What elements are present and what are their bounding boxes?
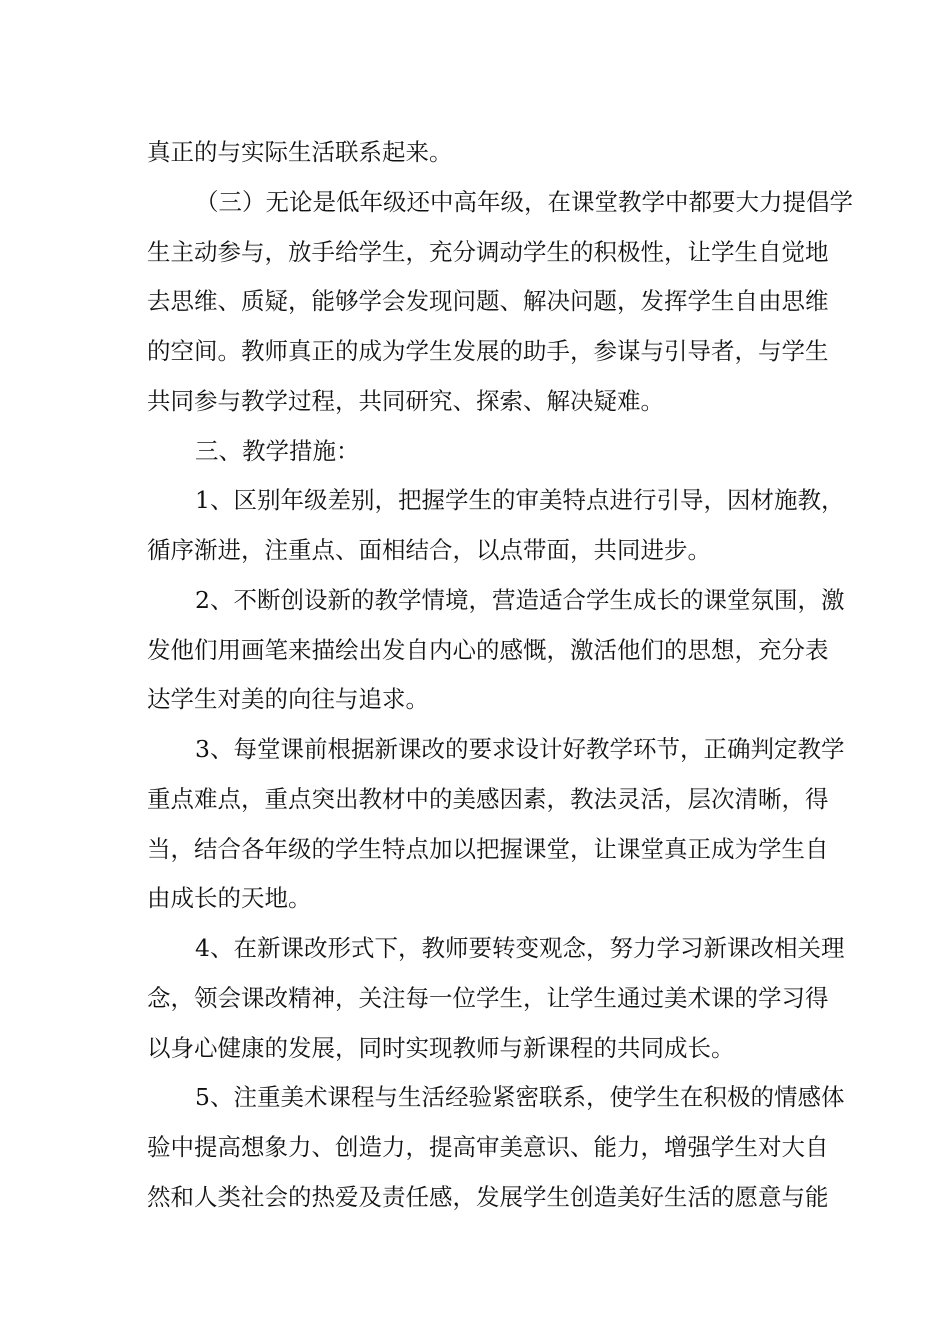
- paragraph-line: 2、不断创设新的教学情境，营造适合学生成长的课堂氛围，激: [195, 586, 845, 614]
- paragraph-line: 以身心健康的发展，同时实现教师与新课程的共同成长。: [147, 1034, 735, 1062]
- paragraph-line: 真正的与实际生活联系起来。: [147, 138, 453, 166]
- paragraph-line: 循序渐进，注重点、面相结合，以点带面，共同进步。: [147, 536, 711, 564]
- paragraph-line: 生主动参与，放手给学生，充分调动学生的积极性，让学生自觉地: [147, 238, 829, 266]
- paragraph-line: （三）无论是低年级还中高年级，在课堂教学中都要大力提倡学: [195, 188, 853, 216]
- paragraph-line: 1、区别年级差别，把握学生的审美特点进行引导，因材施教，: [195, 486, 845, 514]
- paragraph-line: 念，领会课改精神，关注每一位学生，让学生通过美术课的学习得: [147, 984, 829, 1012]
- paragraph-line: 当，结合各年级的学生特点加以把握课堂，让课堂真正成为学生自: [147, 835, 829, 863]
- paragraph-line: 共同参与教学过程，共同研究、探索、解决疑难。: [147, 387, 664, 415]
- paragraph-line: 5、注重美术课程与生活经验紧密联系，使学生在积极的情感体: [195, 1083, 845, 1111]
- paragraph-line: 去思维、质疑，能够学会发现问题、解决问题，发挥学生自由思维: [147, 287, 829, 315]
- section-heading: 三、教学措施：: [195, 437, 360, 465]
- paragraph-line: 发他们用画笔来描绘出发自内心的感慨，激活他们的思想，充分表: [147, 636, 829, 664]
- paragraph-line: 由成长的天地。: [147, 884, 312, 912]
- paragraph-line: 验中提高想象力、创造力，提高审美意识、能力，增强学生对大自: [147, 1133, 829, 1161]
- paragraph-line: 然和人类社会的热爱及责任感，发展学生创造美好生活的愿意与能: [147, 1183, 829, 1211]
- paragraph-line: 4、在新课改形式下，教师要转变观念，努力学习新课改相关理: [195, 934, 845, 962]
- paragraph-line: 达学生对美的向往与追求。: [147, 685, 429, 713]
- paragraph-line: 重点难点，重点突出教材中的美感因素，教法灵活，层次清晰，得: [147, 785, 829, 813]
- paragraph-line: 3、每堂课前根据新课改的要求设计好教学环节，正确判定教学: [195, 735, 845, 763]
- paragraph-line: 的空间。教师真正的成为学生发展的助手，参谋与引导者，与学生: [147, 337, 829, 365]
